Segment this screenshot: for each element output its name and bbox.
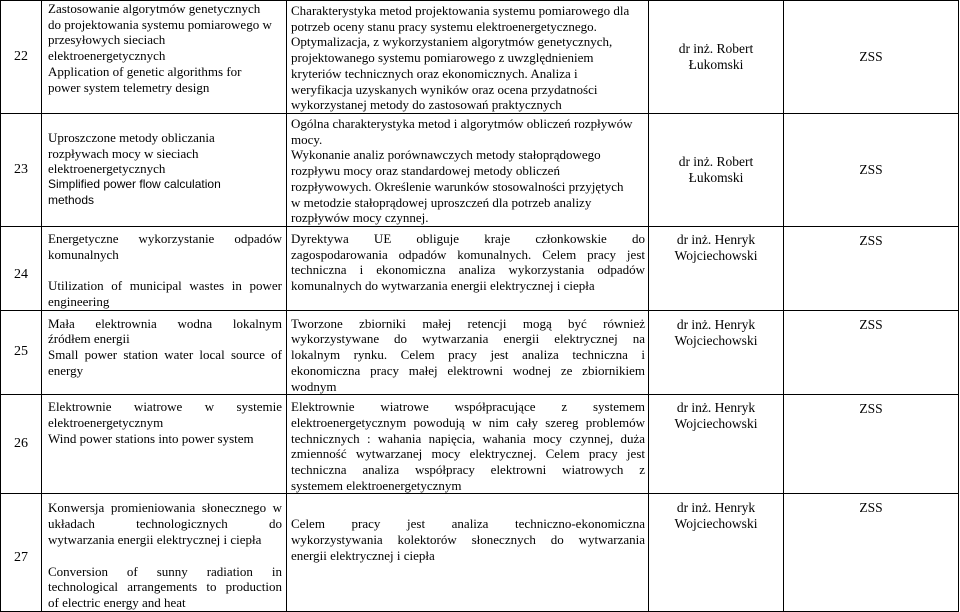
title-pl-line: elektroenergetycznym [48,414,164,430]
title-en-line: methods [48,192,95,207]
supervisor-line: Wojciechowski [674,516,758,532]
title-pl-line: przesyłowych sieciach [48,32,166,48]
title-pl-line: rozpływach mocy w sieciach [48,145,199,161]
desc-line: weryfikacja uzyskanych wyników oraz ocena przydatności [291,81,598,97]
title-pl-line: Elektrownie wiatrowe w systemie [48,399,282,415]
unit: ZSS [784,226,959,310]
desc-line: Tworzone zbiorniki małej retencji mogą być również [291,315,645,331]
supervisor [649,310,784,395]
title-en-line: engineering [48,294,110,310]
desc-line: elektroenergetycznym powodują w nim cały szereg problemów [291,414,645,430]
title-en-line: technological arrangements to production [48,579,282,595]
supervisor-line: dr inż. Robert [678,41,754,56]
topic-title [42,494,287,611]
desc-line: zmienność wytwarzanej mocy elektrycznej. Celem pracy jest [291,446,645,462]
desc-line: Wykonanie analiz porównawczych metody stałoprądowego [291,147,601,163]
supervisor [649,1,784,114]
supervisor-line: Wojciechowski [674,247,758,263]
table-row [1,1,959,114]
supervisor-line: Łukomski [688,57,744,72]
title-pl-line: elektroenergetycznych [48,161,166,177]
title-en-line: of electric energy and heat [48,594,186,610]
title-pl-line: do projektowania systemu pomiarowego w [48,16,272,32]
supervisor-line: dr inż. Robert [678,153,754,169]
desc-line: techniczna i ekonomiczna analiza wykorzystania odpadów [291,262,645,278]
desc-line: Dyrektywa UE obliguje kraje członkowskie do [291,230,645,246]
title-en-line: power system telemetry design [48,79,210,95]
desc-line: wodnym [291,378,337,394]
desc-line: energii elektrycznej i ciepła [291,547,435,563]
title-pl-line: Mała elektrownia wodna lokalnym [48,315,282,331]
topic-title [42,310,287,395]
table-row [1,494,959,611]
supervisor [649,226,784,310]
title-en-line: energy [48,362,84,378]
topic-title [42,114,287,227]
desc-line: kryteriów technicznych oraz ekonomicznych. Analiza i [291,65,578,81]
table-row [1,226,959,310]
supervisor-line: Wojciechowski [674,332,758,348]
desc-line: wykorzystanej metody do zastosowań praktycznych [291,97,562,113]
desc-line: techniczna analiza współpracy elektrowni wiatrowych z [291,462,645,478]
desc-line: rozpływów mocy czynnej. [291,210,429,226]
table-row [1,114,959,227]
unit: ZSS [784,494,959,611]
supervisor-line: dr inż. Henryk [676,316,756,332]
supervisor-line: dr inż. Henryk [676,231,756,247]
topic-description [287,226,649,310]
unit: ZSS [784,1,959,114]
supervisor [649,494,784,611]
desc-line: wykorzystywane do wytwarzania energii elektrycznej na [291,331,645,347]
topic-title [42,1,287,114]
row-number: 23 [1,114,42,227]
desc-line: projektowanego systemu pomiarowego z uwzględnieniem [291,50,594,66]
unit: ZSS [784,310,959,395]
supervisor [649,395,784,494]
topic-description [287,310,649,395]
desc-line: wykorzystywania kolektorów słonecznych do wytwarzania [291,532,645,548]
topic-description [287,395,649,494]
title-pl-line: Energetyczne wykorzystanie odpadów [48,230,282,246]
desc-line: technicznych : wahania napięcia, wahania mocy czynnej, duża [291,430,645,446]
title-en-line: Conversion of sunny radiation in [48,563,282,579]
title-en-line: Small power station water local source of [48,347,282,363]
topic-title [42,395,287,494]
row-number: 24 [1,226,42,310]
supervisor-line: Łukomski [688,169,744,185]
title-pl-line: komunalnych [48,246,119,262]
unit: ZSS [784,395,959,494]
title-pl-line: wytwarzania energii elektrycznej i ciepła [48,531,262,547]
title-pl-line: Konwersja promieniowania słonecznego w [48,500,282,516]
desc-line: potrzeb oceny stanu pracy systemu elektroenergetycznego. [291,18,597,34]
desc-line: Charakterystyka metod projektowania systemu pomiarowego dla [291,3,630,18]
desc-line: w metodzie stałoprądowej uproszczeń dla potrzeb analizy [291,194,592,210]
desc-line: rozpływu mocy oraz standardowej metody obliczeń [291,163,560,179]
topic-title [42,226,287,310]
desc-line: ekonomiczna pracy małej elektrowni wodnej ze zbiornikiem [291,362,645,378]
desc-line: lokalnym rynku. Celem pracy jest analiza techniczna i [291,347,645,363]
desc-line: Elektrownie wiatrowe współpracujące z systemem [291,399,645,415]
desc-line: rozpływowych. Określenie warunków stosowalności przyjętych [291,178,624,194]
desc-line: mocy. [291,131,323,147]
title-pl-line: Zastosowanie algorytmów genetycznych [48,1,261,16]
topic-description [287,1,649,114]
unit: ZSS [784,114,959,227]
supervisor-line: Wojciechowski [674,416,758,432]
row-number: 25 [1,310,42,395]
title-pl-line: elektroenergetycznych [48,48,166,64]
desc-line: komunalnych do wytwarzania energii elektrycznej i ciepła [291,278,595,294]
title-en-line: Utilization of municipal wastes in power [48,278,282,294]
desc-line: Optymalizacja, z wykorzystaniem algorytmów genetycznych, [291,34,613,50]
desc-line: zagospodarowania odpadów komunalnych. Celem pracy jest [291,246,645,262]
title-pl-line: Uproszczone metody obliczania [48,130,215,145]
desc-line: Celem pracy jest analiza techniczno-ekonomiczna [291,516,645,532]
title-en-line: Simplified power flow calculation [48,177,221,192]
desc-line: Ogólna charakterystyka metod i algorytmów obliczeń rozpływów [291,116,633,131]
title-pl-line: układach technologicznych do [48,516,282,532]
table-row [1,395,959,494]
row-number: 27 [1,494,42,611]
title-en-line: Wind power stations into power system [48,430,254,446]
supervisor-line: dr inż. Henryk [676,500,756,516]
supervisor-line: dr inż. Henryk [676,400,756,416]
supervisor [649,114,784,227]
title-en-line: Application of genetic algorithms for [48,63,242,79]
row-number: 22 [1,1,42,114]
row-number: 26 [1,395,42,494]
topic-description [287,494,649,611]
table-row [1,310,959,395]
desc-line: systemem elektroenergetycznym [291,477,462,493]
topic-description [287,114,649,227]
title-pl-line: źródłem energii [48,331,130,347]
